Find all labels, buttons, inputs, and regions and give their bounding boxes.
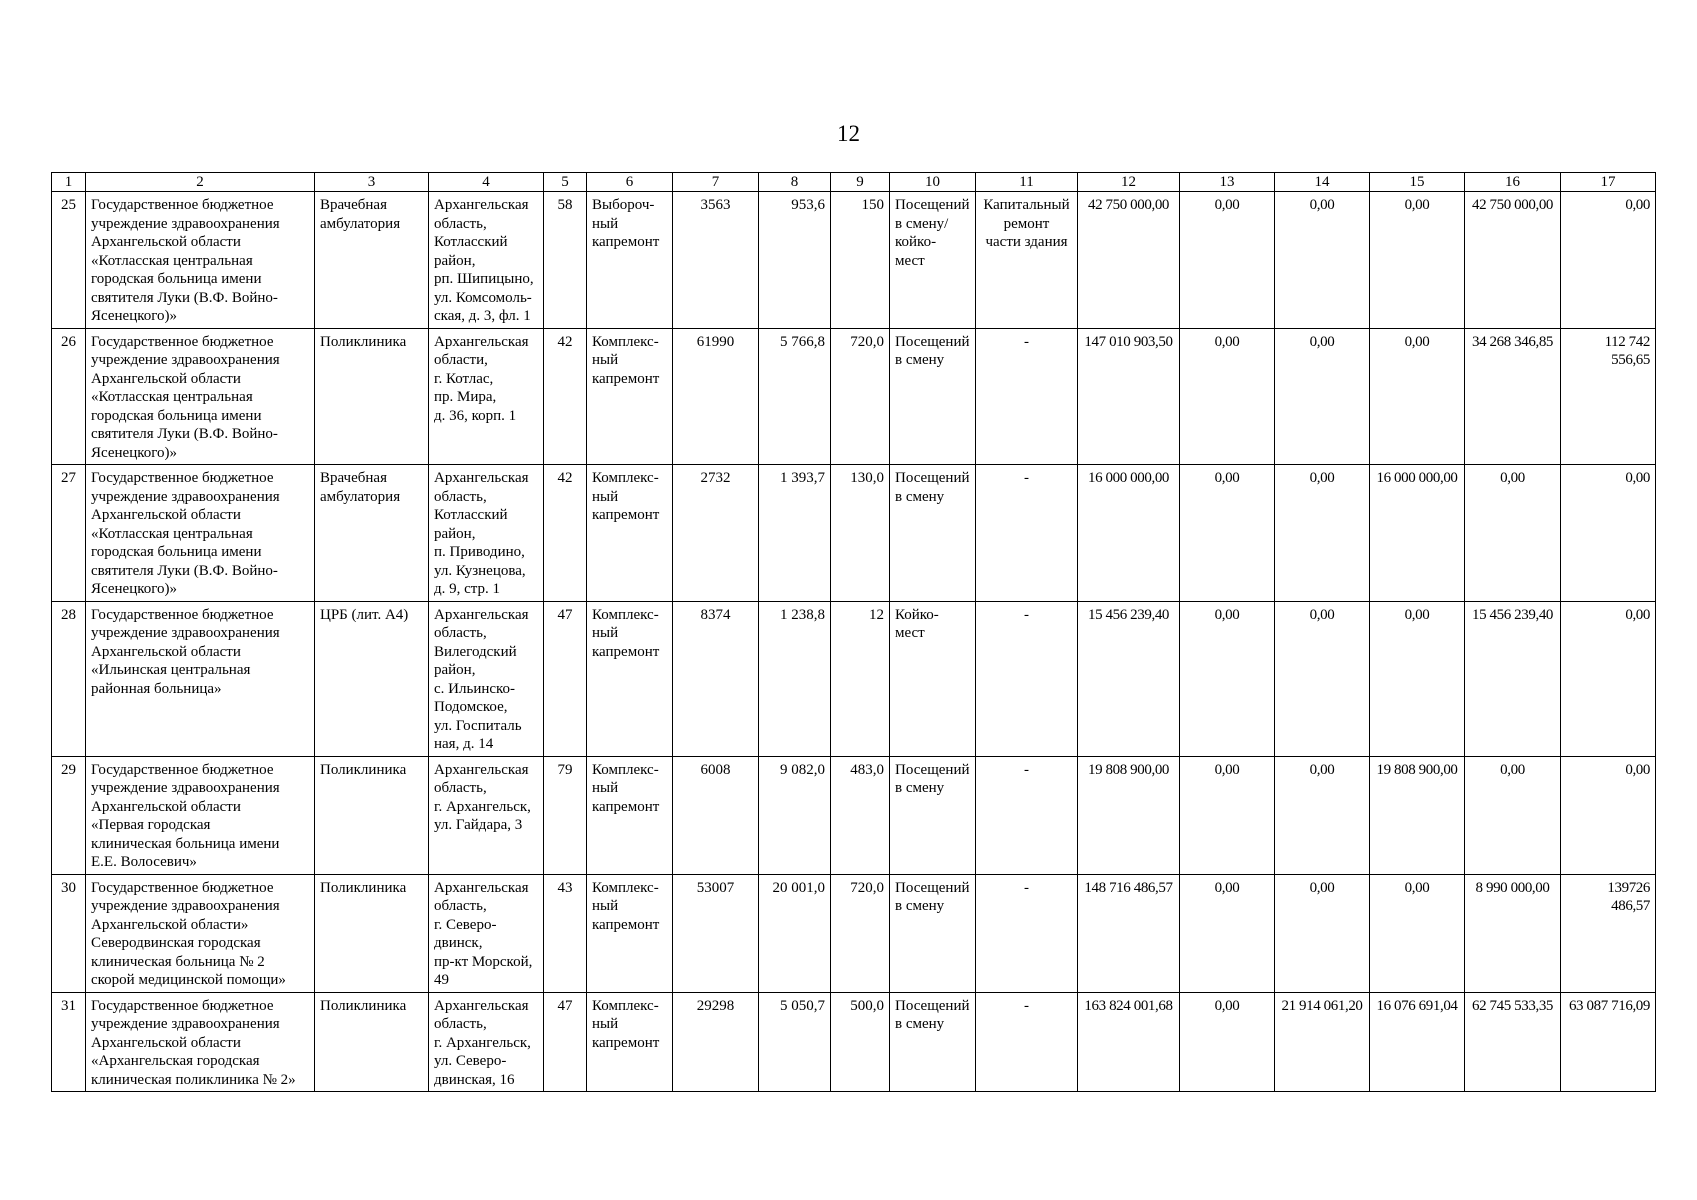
- col-7-value: 6008: [673, 756, 759, 874]
- col-7-value: 2732: [673, 465, 759, 602]
- table-row: [52, 465, 1656, 602]
- col-15-amount: 0,00: [1370, 874, 1465, 992]
- works-description: -: [976, 328, 1078, 465]
- facility-type: Врачебная амбулатория: [315, 192, 429, 329]
- address: Архангельская области, г. Котлас, пр. Мира, д. 36, корп. 1: [429, 328, 544, 465]
- institution-name: Государственное бюджетное учреждение здравоохранения Архангельской области «Ильинская центральная районная больница»: [86, 601, 315, 756]
- row-number: 26: [52, 328, 86, 465]
- column-header-11: 11: [976, 173, 1078, 192]
- capacity-unit: Посещений в смену/ койко- мест: [890, 192, 976, 329]
- col-9-value: 12: [831, 601, 890, 756]
- col-9-value: 500,0: [831, 992, 890, 1092]
- facility-type: Поликлиника: [315, 328, 429, 465]
- column-header-4: 4: [429, 173, 544, 192]
- col-13-amount: 0,00: [1180, 192, 1275, 329]
- col-15-amount: 19 808 900,00: [1370, 756, 1465, 874]
- col-13-amount: 0,00: [1180, 601, 1275, 756]
- col-17-amount: 0,00: [1561, 465, 1656, 602]
- col-7-value: 3563: [673, 192, 759, 329]
- column-header-3: 3: [315, 173, 429, 192]
- repair-type: Комплекс- ный капремонт: [587, 992, 673, 1092]
- works-description: -: [976, 465, 1078, 602]
- column-header-14: 14: [1275, 173, 1370, 192]
- table-row: [52, 192, 1656, 329]
- works-description: Капитальный ремонт части здания: [976, 192, 1078, 329]
- col-12-amount: 163 824 001,68: [1078, 992, 1180, 1092]
- row-number: 30: [52, 874, 86, 992]
- institution-name: Государственное бюджетное учреждение здравоохранения Архангельской области «Котласская центральная городская больница имени святителя Луки (В.Ф. Войно- Ясенецкого)»: [86, 192, 315, 329]
- row-number: 27: [52, 465, 86, 602]
- col-16-amount: 42 750 000,00: [1465, 192, 1561, 329]
- table-row: [52, 874, 1656, 992]
- col-7-value: 29298: [673, 992, 759, 1092]
- works-description: -: [976, 601, 1078, 756]
- col-8-value: 1 238,8: [759, 601, 831, 756]
- col-5-value: 79: [544, 756, 587, 874]
- facility-type: Врачебная амбулатория: [315, 465, 429, 602]
- col-13-amount: 0,00: [1180, 992, 1275, 1092]
- col-14-amount: 0,00: [1275, 601, 1370, 756]
- address: Архангельская область, Котласский район, рп. Шипицыно, ул. Комсомоль- ская, д. 3, фл. 1: [429, 192, 544, 329]
- col-17-amount: 112 742 556,65: [1561, 328, 1656, 465]
- column-header-1: 1: [52, 173, 86, 192]
- col-7-value: 61990: [673, 328, 759, 465]
- works-description: -: [976, 992, 1078, 1092]
- capacity-unit: Посещений в смену: [890, 465, 976, 602]
- table-row: [52, 992, 1656, 1092]
- table-row: [52, 601, 1656, 756]
- col-13-amount: 0,00: [1180, 874, 1275, 992]
- address: Архангельская область, Вилегодский район, с. Ильинско- Подомское, ул. Госпиталь ная, д. 14: [429, 601, 544, 756]
- column-header-17: 17: [1561, 173, 1656, 192]
- col-12-amount: 147 010 903,50: [1078, 328, 1180, 465]
- row-number: 28: [52, 601, 86, 756]
- col-12-amount: 16 000 000,00: [1078, 465, 1180, 602]
- address: Архангельская область, г. Архангельск, ул. Гайдара, 3: [429, 756, 544, 874]
- repair-type: Комплекс- ный капремонт: [587, 601, 673, 756]
- repair-type: Комплекс- ный капремонт: [587, 756, 673, 874]
- col-14-amount: 0,00: [1275, 756, 1370, 874]
- col-14-amount: 0,00: [1275, 874, 1370, 992]
- col-9-value: 720,0: [831, 328, 890, 465]
- col-14-amount: 0,00: [1275, 192, 1370, 329]
- column-header-5: 5: [544, 173, 587, 192]
- col-12-amount: 42 750 000,00: [1078, 192, 1180, 329]
- col-5-value: 58: [544, 192, 587, 329]
- column-header-8: 8: [759, 173, 831, 192]
- row-number: 29: [52, 756, 86, 874]
- capacity-unit: Посещений в смену: [890, 874, 976, 992]
- col-14-amount: 0,00: [1275, 465, 1370, 602]
- col-14-amount: 21 914 061,20: [1275, 992, 1370, 1092]
- col-7-value: 53007: [673, 874, 759, 992]
- repair-type: Комплекс- ный капремонт: [587, 465, 673, 602]
- col-17-amount: 139726 486,57: [1561, 874, 1656, 992]
- col-16-amount: 8 990 000,00: [1465, 874, 1561, 992]
- facility-type: Поликлиника: [315, 756, 429, 874]
- capacity-unit: Посещений в смену: [890, 992, 976, 1092]
- facilities-table: [51, 172, 1656, 1092]
- col-15-amount: 0,00: [1370, 192, 1465, 329]
- col-16-amount: 62 745 533,35: [1465, 992, 1561, 1092]
- institution-name: Государственное бюджетное учреждение здравоохранения Архангельской области «Архангельская городская клиническая поликлиника № 2»: [86, 992, 315, 1092]
- col-8-value: 9 082,0: [759, 756, 831, 874]
- col-7-value: 8374: [673, 601, 759, 756]
- col-13-amount: 0,00: [1180, 465, 1275, 602]
- works-description: -: [976, 874, 1078, 992]
- col-15-amount: 0,00: [1370, 328, 1465, 465]
- address: Архангельская область, г. Архангельск, ул. Северо- двинская, 16: [429, 992, 544, 1092]
- column-header-10: 10: [890, 173, 976, 192]
- works-description: -: [976, 756, 1078, 874]
- col-15-amount: 16 000 000,00: [1370, 465, 1465, 602]
- col-15-amount: 0,00: [1370, 601, 1465, 756]
- col-12-amount: 19 808 900,00: [1078, 756, 1180, 874]
- row-number: 31: [52, 992, 86, 1092]
- address: Архангельская область, г. Северо- двинск, пр-кт Морской, 49: [429, 874, 544, 992]
- repair-type: Комплекс- ный капремонт: [587, 874, 673, 992]
- col-9-value: 130,0: [831, 465, 890, 602]
- col-5-value: 42: [544, 465, 587, 602]
- capacity-unit: Посещений в смену: [890, 756, 976, 874]
- table-row: [52, 328, 1656, 465]
- col-9-value: 720,0: [831, 874, 890, 992]
- institution-name: Государственное бюджетное учреждение здравоохранения Архангельской области «Котласская центральная городская больница имени святителя Луки (В.Ф. Войно- Ясенецкого)»: [86, 328, 315, 465]
- col-17-amount: 0,00: [1561, 192, 1656, 329]
- table-body: [52, 192, 1656, 1092]
- col-17-amount: 0,00: [1561, 601, 1656, 756]
- capacity-unit: Койко- мест: [890, 601, 976, 756]
- col-5-value: 43: [544, 874, 587, 992]
- column-header-6: 6: [587, 173, 673, 192]
- col-12-amount: 15 456 239,40: [1078, 601, 1180, 756]
- row-number: 25: [52, 192, 86, 329]
- column-header-12: 12: [1078, 173, 1180, 192]
- repair-type: Комплекс- ный капремонт: [587, 328, 673, 465]
- col-14-amount: 0,00: [1275, 328, 1370, 465]
- col-16-amount: 34 268 346,85: [1465, 328, 1561, 465]
- table-row: [52, 756, 1656, 874]
- repair-type: Выбороч- ный капремонт: [587, 192, 673, 329]
- col-13-amount: 0,00: [1180, 328, 1275, 465]
- col-8-value: 20 001,0: [759, 874, 831, 992]
- col-8-value: 953,6: [759, 192, 831, 329]
- column-header-row: [52, 173, 1656, 192]
- col-16-amount: 0,00: [1465, 756, 1561, 874]
- column-header-2: 2: [86, 173, 315, 192]
- facility-type: Поликлиника: [315, 992, 429, 1092]
- column-header-7: 7: [673, 173, 759, 192]
- col-15-amount: 16 076 691,04: [1370, 992, 1465, 1092]
- column-header-13: 13: [1180, 173, 1275, 192]
- page-number: 12: [837, 121, 860, 146]
- col-16-amount: 0,00: [1465, 465, 1561, 602]
- institution-name: Государственное бюджетное учреждение здравоохранения Архангельской области» Северодвинская городская клиническая больница № 2 скорой медицинской помощи»: [86, 874, 315, 992]
- column-header-9: 9: [831, 173, 890, 192]
- col-9-value: 150: [831, 192, 890, 329]
- col-8-value: 5 766,8: [759, 328, 831, 465]
- column-header-15: 15: [1370, 173, 1465, 192]
- col-5-value: 42: [544, 328, 587, 465]
- col-13-amount: 0,00: [1180, 756, 1275, 874]
- col-5-value: 47: [544, 992, 587, 1092]
- col-8-value: 1 393,7: [759, 465, 831, 602]
- institution-name: Государственное бюджетное учреждение здравоохранения Архангельской области «Котласская центральная городская больница имени святителя Луки (В.Ф. Войно- Ясенецкого)»: [86, 465, 315, 602]
- capacity-unit: Посещений в смену: [890, 328, 976, 465]
- col-12-amount: 148 716 486,57: [1078, 874, 1180, 992]
- col-16-amount: 15 456 239,40: [1465, 601, 1561, 756]
- col-17-amount: 63 087 716,09: [1561, 992, 1656, 1092]
- col-17-amount: 0,00: [1561, 756, 1656, 874]
- col-9-value: 483,0: [831, 756, 890, 874]
- col-5-value: 47: [544, 601, 587, 756]
- col-8-value: 5 050,7: [759, 992, 831, 1092]
- institution-name: Государственное бюджетное учреждение здравоохранения Архангельской области «Первая городская клиническая больница имени Е.Е. Волосевич»: [86, 756, 315, 874]
- facility-type: Поликлиника: [315, 874, 429, 992]
- address: Архангельская область, Котласский район, п. Приводино, ул. Кузнецова, д. 9, стр. 1: [429, 465, 544, 602]
- column-header-16: 16: [1465, 173, 1561, 192]
- facility-type: ЦРБ (лит. А4): [315, 601, 429, 756]
